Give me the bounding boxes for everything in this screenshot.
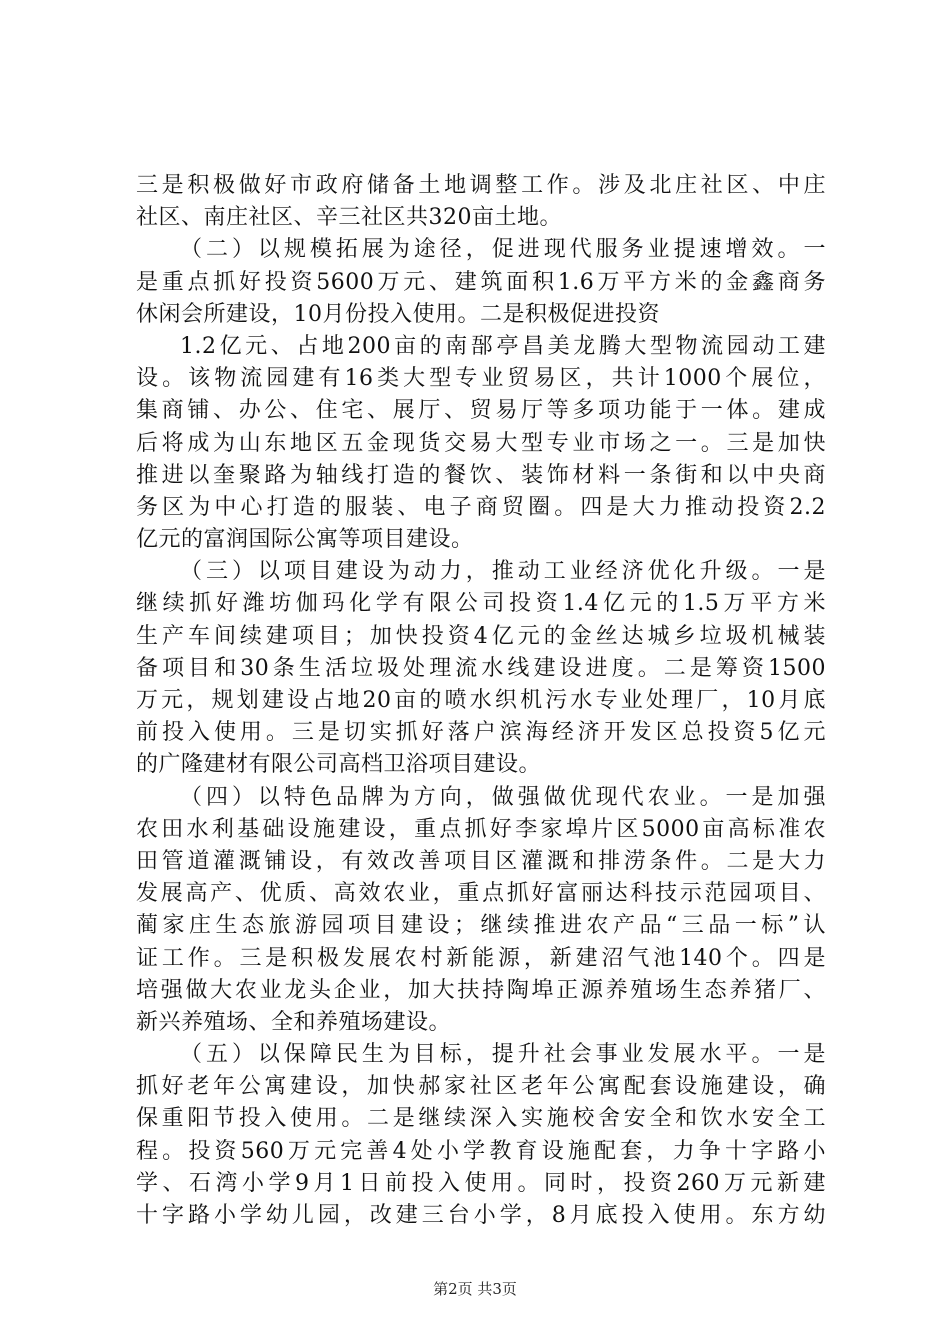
document-body: [136, 170, 826, 1232]
text-line: 设。该物流园建有16类大型专业贸易区，共计1000个展位，: [136, 366, 826, 392]
page-footer: 第2页 共3页: [433, 1280, 517, 1298]
text-line: 继续抓好潍坊伽玛化学有限公司投资1.4亿元的1.5万平方米: [136, 591, 826, 617]
text-line: 程。投资560万元完善4处小学教育设施配套，力争十字路小: [136, 1138, 826, 1164]
text-line: 田管道灌溉铺设，有效改善项目区灌溉和排涝条件。二是大力: [136, 848, 826, 874]
text-line: 休闲会所建设，10月份投入使用。二是积极促进投资: [136, 301, 660, 327]
text-line: 1.2亿元、占地200亩的南郚亭昌美龙腾大型物流园动工建: [180, 333, 826, 359]
text-line: 前投入使用。三是切实抓好落户滨海经济开发区总投资5亿元: [136, 720, 826, 746]
text-line: 务区为中心打造的服装、电子商贸圈。四是大力推动投资2.2: [136, 494, 826, 520]
text-line: 备项目和30条生活垃圾处理流水线建设进度。二是筹资1500: [136, 655, 826, 681]
text-line: （二）以规模拓展为途径，促进现代服务业提速增效。一: [180, 237, 826, 263]
text-line: 的广隆建材有限公司高档卫浴项目建设。: [136, 752, 542, 778]
text-line: 证工作。三是积极发展农村新能源，新建沼气池140个。四是: [136, 945, 826, 971]
text-line: 推进以奎聚路为轴线打造的餐饮、装饰材料一条街和以中央商: [136, 462, 826, 488]
text-line: 农田水利基础设施建设，重点抓好李家埠片区5000亩高标准农: [136, 816, 826, 842]
text-line: 万元，规划建设占地20亩的喷水织机污水专业处理厂，10月底: [136, 688, 826, 713]
text-line: 培强做大农业龙头企业，加大扶持陶埠正源养殖场生态养猪厂、: [136, 977, 826, 1003]
text-line: （五）以保障民生为目标，提升社会事业发展水平。一是: [180, 1042, 826, 1068]
text-line: （三）以项目建设为动力，推动工业经济优化升级。一是: [180, 559, 826, 585]
text-line: 后将成为山东地区五金现货交易大型专业市场之一。三是加快: [136, 430, 826, 456]
text-line: 集商铺、办公、住宅、展厅、贸易厅等多项功能于一体。建成: [136, 398, 826, 424]
text-line: 新兴养殖场、全和养殖场建设。: [136, 1009, 452, 1035]
text-line: 亿元的富润国际公寓等项目建设。: [136, 527, 474, 553]
text-line: 学、石湾小学9月1日前投入使用。同时，投资260万元新建: [136, 1170, 826, 1196]
text-line: 蔺家庄生态旅游园项目建设；继续推进农产品“三品一标”认: [136, 913, 826, 939]
text-line: 保重阳节投入使用。二是继续深入实施校舍安全和饮水安全工: [136, 1106, 826, 1132]
text-line: （四）以特色品牌为方向，做强做优现代农业。一是加强: [180, 784, 826, 810]
text-line: 抓好老年公寓建设，加快郝家社区老年公寓配套设施建设，确: [136, 1074, 826, 1100]
text-line: 发展高产、优质、高效农业，重点抓好富丽达科技示范园项目、: [136, 881, 826, 907]
text-line: 是重点抓好投资5600万元、建筑面积1.6万平方米的金鑫商务: [136, 269, 826, 295]
text-line: 生产车间续建项目；加快投资4亿元的金丝达城乡垃圾机械装: [136, 623, 826, 649]
text-line: 十字路小学幼儿园，改建三台小学，8月底投入使用。东方幼: [136, 1203, 826, 1228]
text-line: 三是积极做好市政府储备土地调整工作。涉及北庄社区、中庄: [136, 173, 826, 198]
text-line: 社区、南庄社区、辛三社区共320亩土地。: [136, 205, 562, 231]
